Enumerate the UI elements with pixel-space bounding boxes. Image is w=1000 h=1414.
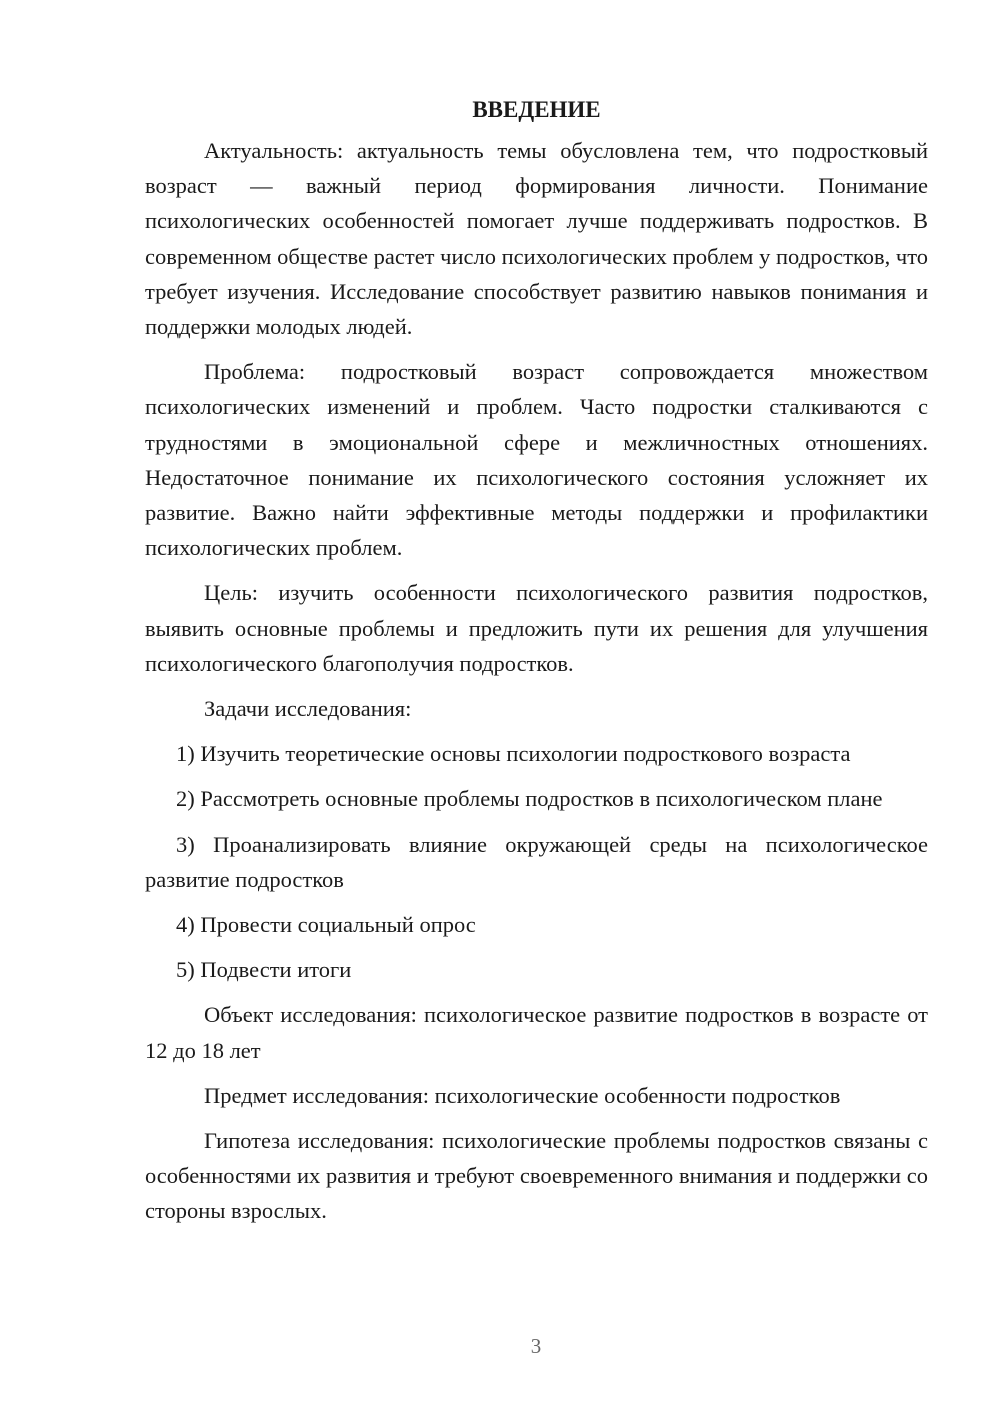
object-paragraph: Объект исследования: психологическое развитие подростков в возрасте от 12 до 18 лет xyxy=(145,1002,928,1063)
page-title: ВВЕДЕНИЕ xyxy=(472,97,601,122)
relevance-paragraph: Актуальность: актуальность темы обусловлена тем, что подростковый возраст — важный период формирования личности. Понимание психологических особенностей помогает лучше поддерживать подростков. В современном обществе растет число психологических проблем у подростков, что требует изучения. Исследование способствует развитию навыков понимания и поддержки молодых людей. xyxy=(145,138,928,340)
page-number: 3 xyxy=(530,1334,542,1358)
tasks-heading: Задачи исследования: xyxy=(204,696,412,722)
task-item: 2) Рассмотреть основные проблемы подростков в психологическом плане xyxy=(176,786,883,812)
task-item: 1) Изучить теоретические основы психологии подросткового возраста xyxy=(176,741,851,767)
problem-paragraph: Проблема: подростковый возраст сопровождается множеством психологических изменений и проблем. Часто подростки сталкиваются с трудностями в эмоциональной сфере и межличностных отношениях. Недостаточное понимание их психологического состояния усложняет их развитие. Важно найти эффективные методы поддержки и профилактики психологических проблем. xyxy=(145,359,928,561)
subject-paragraph: Предмет исследования: психологические особенности подростков xyxy=(204,1082,841,1108)
document-page xyxy=(145,92,928,1229)
task-item: 3) Проанализировать влияние окружающей среды на психологическое развитие подростков xyxy=(145,831,928,892)
task-item: 4) Провести социальный опрос xyxy=(176,912,476,938)
hypothesis-paragraph: Гипотеза исследования: психологические проблемы подростков связаны с особенностями их развития и требуют своевременного внимания и поддержки со стороны взрослых. xyxy=(145,1128,928,1224)
goal-paragraph: Цель: изучить особенности психологического развития подростков, выявить основные проблемы и предложить пути их решения для улучшения психологического благополучия подростков. xyxy=(145,580,928,676)
task-item: 5) Подвести итоги xyxy=(176,957,352,983)
